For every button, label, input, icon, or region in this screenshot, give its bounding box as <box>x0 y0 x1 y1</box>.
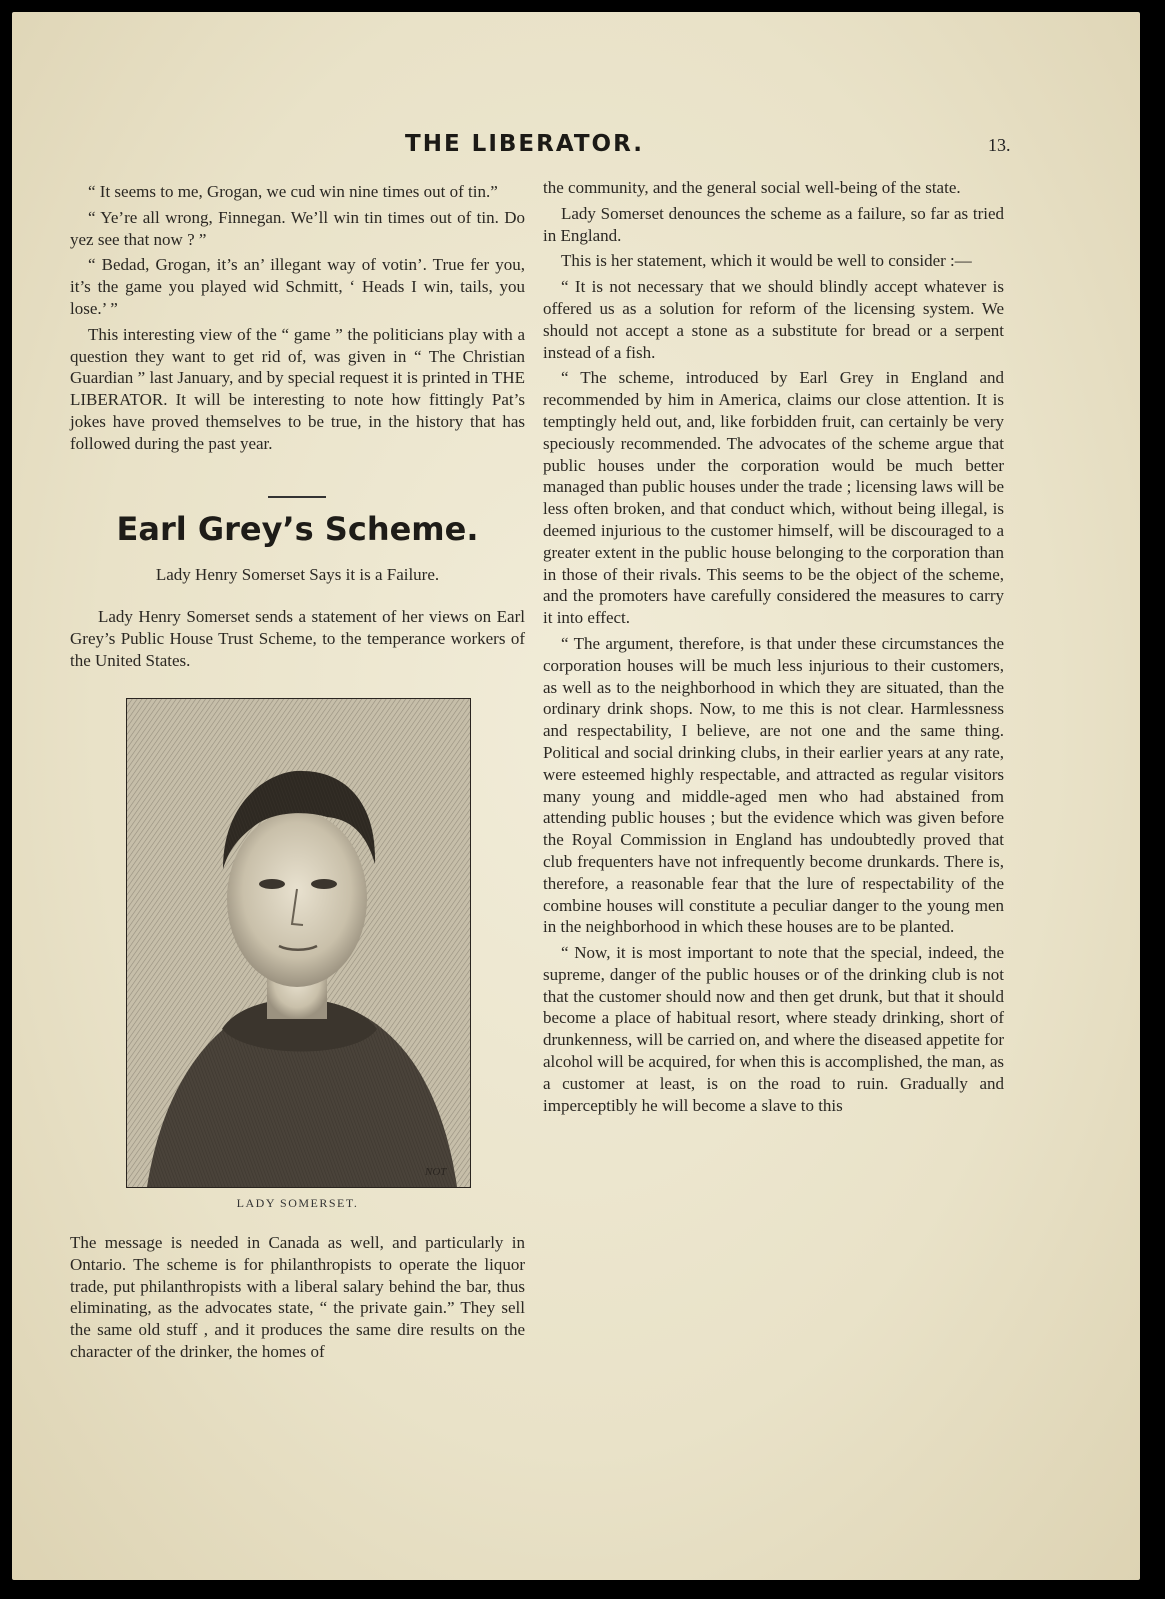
paragraph: This interesting view of the “ game ” the politicians play with a question they want to get rid of, was given in “ The Christian Guardian ” last January, and by special request it is printed in THE LIBERATOR. It will be interesting to note how fittingly Pat’s jokes have proved themselves to be true, in the history that has followed during the past year. <box>70 324 525 453</box>
paragraph: “ It is not necessary that we should blindly accept whatever is offered us as a solution for reform of the licensing system. We should not accept a stone as a substitute for bread or a serpent instead of a fish. <box>543 277 1004 362</box>
engraver-signature: NOT <box>425 1166 447 1178</box>
paragraph: “ Now, it is most important to note that the special, indeed, the supreme, danger of the public houses or of the drinking club is not that the customer should now and then get drunk, but that it should become a place of habitual resort, where steady drinking, short of drunkenness, will be carried on, and where the diseased appetite for alcohol will be acquired, for when this is accomplished, the man, as a customer at least, is on the road to ruin. Gradually and imperceptibly he will become a slave to this <box>543 943 1004 1115</box>
paragraph: “ The argument, therefore, is that under these circumstances the corporation houses will be much less injurious to their customers, as well as to the neighborhood in which they are situated, than the ordinary drink shops. Now, to me this is not clear. Harmlessness and respectability, I believe, are not one and the same thing. Political and social drinking clubs, in their earlier years at any rate, were esteemed highly respectable, and attracted as regular visitors many young and middle-aged men who had abstained from attending public houses ; but the evidence which was given before the Royal Commission in England has undoubtedly proved that club frequenters have not infrequently become drunkards. There is, therefore, a reasonable fear that the lure of respectability of the combine houses will constitute a peculiar danger to the young men in the neighborhood in which these houses are to be planted. <box>543 633 1004 937</box>
section-divider <box>268 496 326 498</box>
portrait-caption: LADY SOMERSET. <box>236 1196 359 1210</box>
left-column-bottom <box>70 1232 525 1363</box>
paragraph: This is her statement, which it would be well to consider :— <box>561 251 972 271</box>
page-number: 13. <box>988 135 1011 155</box>
left-column-top <box>70 177 525 455</box>
paragraph: The message is needed in Canada as well, and particularly in Ontario. The scheme is for philanthropists to operate the liquor trade, put philanthropists with a liberal salary behind the bar, thus eliminating, as the advocates state, “ the private gain.” They sell the same old stuff , and it produces the same dire results on the character of the drinker, the homes of <box>70 1233 525 1361</box>
masthead-title: THE LIBERATOR. <box>405 131 644 157</box>
article-lead <box>70 606 525 671</box>
paragraph: “ Bedad, Grogan, it’s an’ illegant way of votin’. True fer you, it’s the game you played wid Schmitt, ‘ Heads I win, tails, you lose.’ ” <box>70 255 525 318</box>
page-header <box>0 131 1165 165</box>
right-column <box>543 177 1004 1116</box>
portrait-engraving <box>126 698 471 1188</box>
paragraph: the community, and the general social well-being of the state. <box>543 178 961 197</box>
paragraph: “ Ye’re all wrong, Finnegan. We’ll win tin times out of tin. Do yez see that now ? ” <box>70 207 525 249</box>
article-title: Earl Grey’s Scheme. <box>116 510 479 548</box>
paragraph: Lady Somerset denounces the scheme as a failure, so far as tried in England. <box>543 203 1004 245</box>
paragraph: “ It seems to me, Grogan, we cud win nine times out of tin.” <box>88 182 498 201</box>
article-subtitle: Lady Henry Somerset Says it is a Failure. <box>155 565 440 584</box>
portrait-illustration <box>127 699 470 1187</box>
paragraph: “ The scheme, introduced by Earl Grey in England and recommended by him in America, claims our close attention. It is temptingly held out, and, like forbidden fruit, can certainly be very speciously recommended. The advocates of the scheme argue that public houses under the corporation would be much better managed than public houses under the trade ; licensing laws will be less often broken, and that conduct which, without being illegal, is deemed injurious to the customer himself, will be discouraged to a greater extent in the public house belonging to the corporation than in those of their rivals. This seems to be the object of the scheme, and the promoters have carefully considered the measures to carry it into effect. <box>543 368 1004 628</box>
lead-paragraph: Lady Henry Somerset sends a statement of her views on Earl Grey’s Public House Trust Scheme, to the temperance workers of the United States. <box>70 607 525 670</box>
